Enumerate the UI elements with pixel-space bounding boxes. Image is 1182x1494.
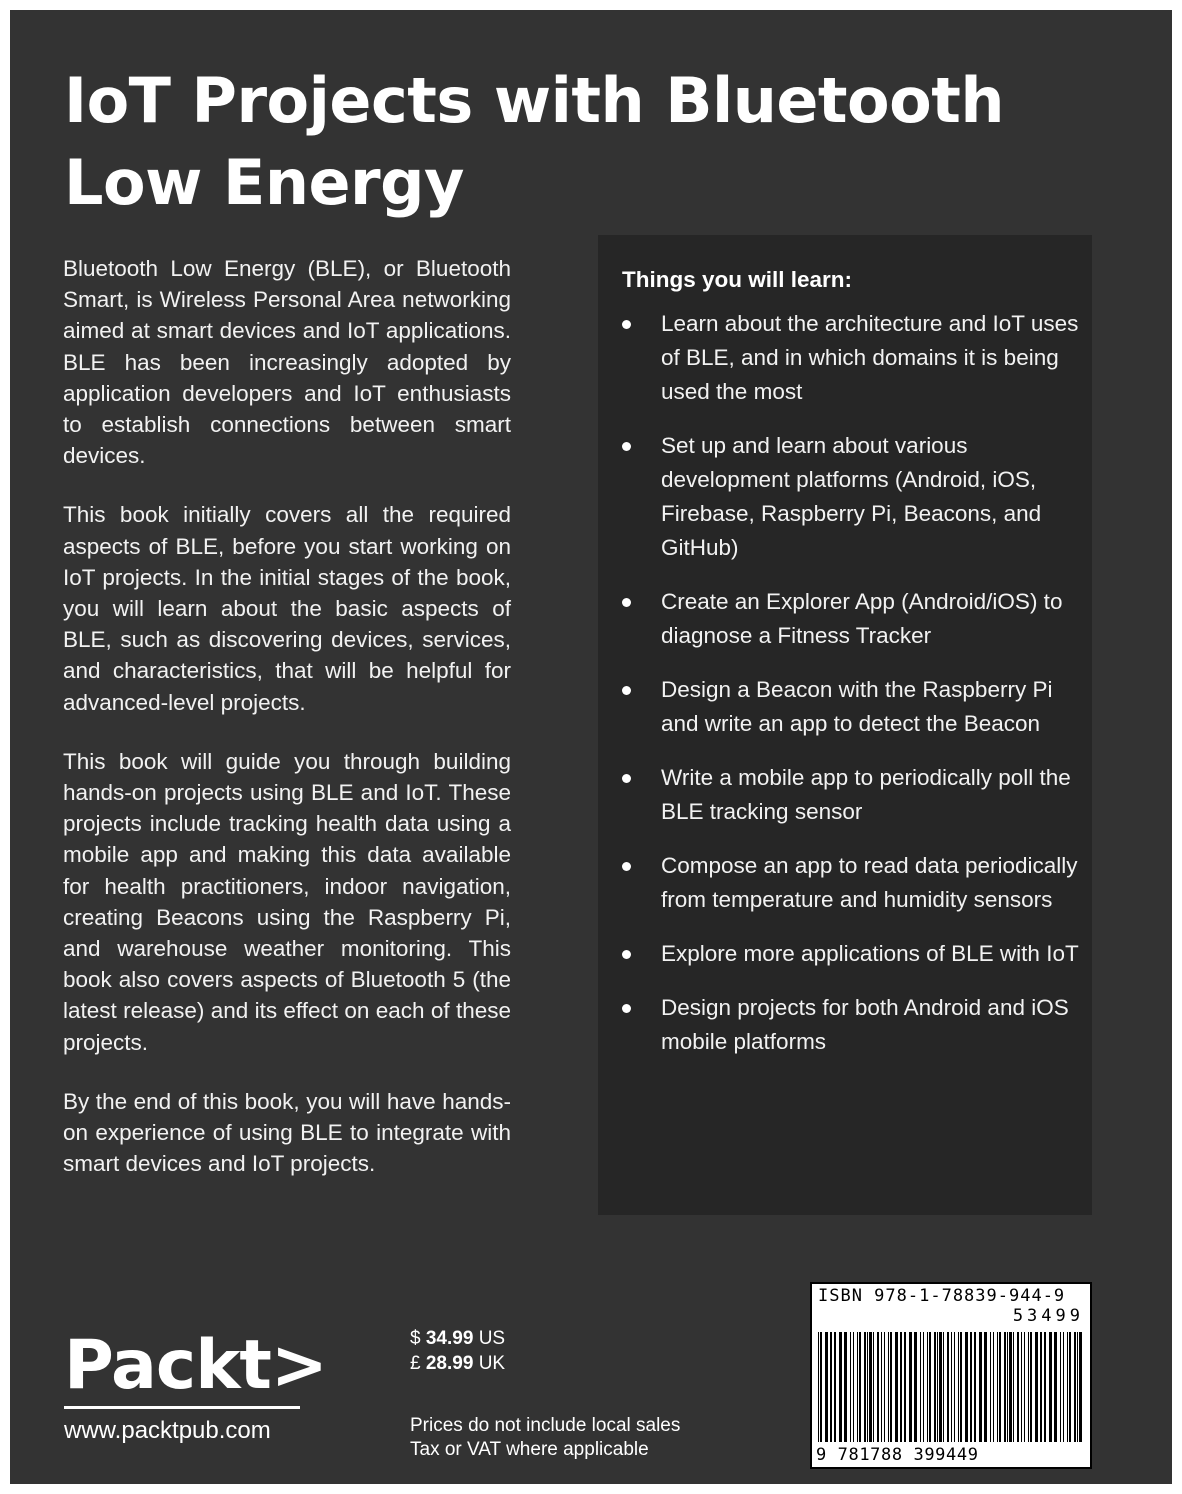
isbn-label: ISBN 978-1-78839-944-9 — [818, 1286, 1066, 1306]
barcode-bar — [1077, 1332, 1078, 1442]
price-note-line: Tax or VAT where applicable — [410, 1439, 649, 1460]
barcode-bar — [1009, 1332, 1012, 1442]
list-item — [622, 585, 1082, 653]
barcode-bar — [1021, 1332, 1022, 1442]
barcode-bar — [970, 1332, 972, 1442]
barcode-bar — [1007, 1332, 1008, 1442]
publisher-url: www.packtpub.com — [64, 1417, 271, 1444]
barcode-bar — [1074, 1332, 1076, 1442]
list-item-text: Learn about the architecture and IoT uses of BLE, and in which domains it is being used the most — [661, 311, 1079, 404]
price-amount: 34.99 — [425, 1328, 474, 1349]
packt-logo-text: Packt> — [64, 1326, 327, 1405]
description-paragraph: By the end of this book, you will have hands-on experience of using BLE to integrate with smart devices and IoT projects. — [63, 1088, 511, 1177]
barcode-bar — [884, 1332, 885, 1442]
bullet-icon — [622, 950, 631, 959]
price-gbp — [410, 1351, 680, 1376]
currency-label: UK — [478, 1353, 506, 1374]
barcode-bar — [834, 1332, 836, 1442]
currency-label: US — [478, 1328, 506, 1349]
barcode-bar — [993, 1332, 994, 1442]
barcode-bar — [869, 1332, 872, 1442]
bullet-icon — [622, 320, 631, 329]
barcode-bar — [951, 1332, 952, 1442]
list-item — [622, 991, 1082, 1059]
barcode-bar — [999, 1332, 1001, 1442]
barcode-bar — [1049, 1332, 1052, 1442]
barcode-bar — [1063, 1332, 1064, 1442]
price-block — [410, 1326, 680, 1462]
barcode-bar — [904, 1332, 906, 1442]
barcode-bar — [943, 1332, 944, 1442]
barcode-bar — [947, 1332, 949, 1442]
barcode-bar — [830, 1332, 832, 1442]
publisher-logo — [64, 1326, 327, 1445]
learning-outcomes-list — [622, 307, 1082, 1079]
barcode-bar — [825, 1332, 828, 1442]
barcode-bar — [934, 1332, 936, 1442]
description-paragraph: Bluetooth Low Energy (BLE), or Bluetooth Smart, is Wireless Personal Area networking aimed at smart devices and IoT applications. BLE has been increasingly adopted by application developers and IoT enthusiasts to establish connections between smart devices. — [63, 256, 511, 469]
bullet-icon — [622, 686, 631, 695]
barcode-bar — [877, 1332, 879, 1442]
bullet-icon — [622, 774, 631, 783]
barcode-bar — [960, 1332, 962, 1442]
barcode-bar — [990, 1332, 991, 1442]
barcode-bar — [1024, 1332, 1025, 1442]
barcode-bar — [958, 1332, 959, 1442]
list-item-text: Design projects for both Android and iOS mobile platforms — [661, 995, 1069, 1054]
list-item-text: Write a mobile app to periodically poll the BLE tracking sensor — [661, 765, 1071, 824]
barcode-bar — [881, 1332, 882, 1442]
price-note-line: Prices do not include local sales — [410, 1415, 681, 1436]
barcode-bar — [1079, 1332, 1082, 1442]
barcode-bar — [1004, 1332, 1006, 1442]
barcode-bar — [1040, 1332, 1042, 1442]
barcode-bar — [929, 1332, 931, 1442]
barcode-bar — [1035, 1332, 1038, 1442]
barcode-addon-digits: 53499 — [1012, 1306, 1084, 1326]
barcode-bar — [1054, 1332, 1057, 1442]
barcode-bar — [939, 1332, 942, 1442]
description-paragraph: This book initially covers all the required aspects of BLE, before you start working on IoT projects. In the initial stages of the book, you will learn about the basic aspects of BLE, such as discovering devices, services, and characteristics, that will be helpful for advanced-level projects. — [63, 502, 511, 715]
barcode-bar — [1060, 1332, 1061, 1442]
barcode-bar — [997, 1332, 998, 1442]
learning-outcomes-panel — [598, 235, 1092, 1215]
barcode-bar — [965, 1332, 968, 1442]
barcode-bar — [927, 1332, 928, 1442]
barcode-bar — [853, 1332, 854, 1442]
logo-underline — [64, 1406, 300, 1409]
barcode-bar — [1028, 1332, 1029, 1442]
barcode-bar — [873, 1332, 874, 1442]
barcode-bar — [857, 1332, 858, 1442]
barcode-bar — [920, 1332, 921, 1442]
barcode-bar — [1030, 1332, 1032, 1442]
barcode-bar — [1017, 1332, 1019, 1442]
currency-symbol: £ — [410, 1353, 421, 1374]
price-note — [410, 1414, 680, 1462]
barcode-bar — [864, 1332, 866, 1442]
list-item-text: Set up and learn about various development platforms (Android, iOS, Firebase, Raspberry Pi, Beacons, and GitHub) — [661, 433, 1042, 560]
list-item — [622, 761, 1082, 829]
barcode-ean-digits: 9 781788 399449 — [816, 1445, 979, 1465]
list-item — [622, 307, 1082, 409]
price-usd — [410, 1326, 680, 1351]
barcode-bar — [820, 1332, 822, 1442]
list-item-text: Compose an app to read data periodically from temperature and humidity sensors — [661, 853, 1078, 912]
barcode-bar — [954, 1332, 955, 1442]
barcode-bar — [888, 1332, 889, 1442]
barcode-bar — [937, 1332, 938, 1442]
barcode-bar — [867, 1332, 868, 1442]
bullet-icon — [622, 598, 631, 607]
list-item-text: Create an Explorer App (Android/iOS) to diagnose a Fitness Tracker — [661, 589, 1063, 648]
list-item — [622, 937, 1082, 971]
barcode-bar — [979, 1332, 982, 1442]
barcode-bar — [850, 1332, 851, 1442]
barcode-bar — [1013, 1332, 1014, 1442]
barcode-bar — [1044, 1332, 1046, 1442]
barcode-bar — [895, 1332, 898, 1442]
bullet-icon — [622, 862, 631, 871]
list-item-text: Design a Beacon with the Raspberry Pi and write an app to detect the Beacon — [661, 677, 1053, 736]
currency-symbol: $ — [410, 1328, 421, 1349]
barcode-bar — [859, 1332, 861, 1442]
book-back-cover — [10, 10, 1172, 1484]
book-description — [63, 253, 511, 1207]
barcode-bar — [1067, 1332, 1068, 1442]
list-item-text: Explore more applications of BLE with IoT — [661, 941, 1079, 966]
barcode-bar — [984, 1332, 987, 1442]
barcode-bar — [923, 1332, 924, 1442]
barcode-bar — [974, 1332, 976, 1442]
price-amount: 28.99 — [425, 1353, 474, 1374]
list-item — [622, 849, 1082, 917]
bullet-icon — [622, 1004, 631, 1013]
barcode-bar — [844, 1332, 847, 1442]
list-item — [622, 673, 1082, 741]
barcode-bar — [914, 1332, 917, 1442]
description-paragraph: This book will guide you through building hands-on projects using BLE and IoT. These projects include tracking health data using a mobile app and making this data available for health practitioners, indoor navigation, creating Beacons using the Raspberry Pi, and warehouse weather monitoring. This book also covers aspects of Bluetooth 5 (the latest release) and its effect on each of these projects. — [63, 748, 511, 1055]
list-item — [622, 429, 1082, 565]
barcode-bar — [818, 1332, 819, 1442]
barcode-bar — [890, 1332, 892, 1442]
barcode-bar — [909, 1332, 912, 1442]
learning-outcomes-heading: Things you will learn: — [622, 267, 853, 292]
barcode-bar — [900, 1332, 902, 1442]
book-title: IoT Projects with Bluetooth Low Energy — [64, 64, 1005, 219]
barcode-bar — [839, 1332, 842, 1442]
isbn-barcode — [810, 1282, 1092, 1469]
bullet-icon — [622, 442, 631, 451]
barcode-bar — [1069, 1332, 1071, 1442]
